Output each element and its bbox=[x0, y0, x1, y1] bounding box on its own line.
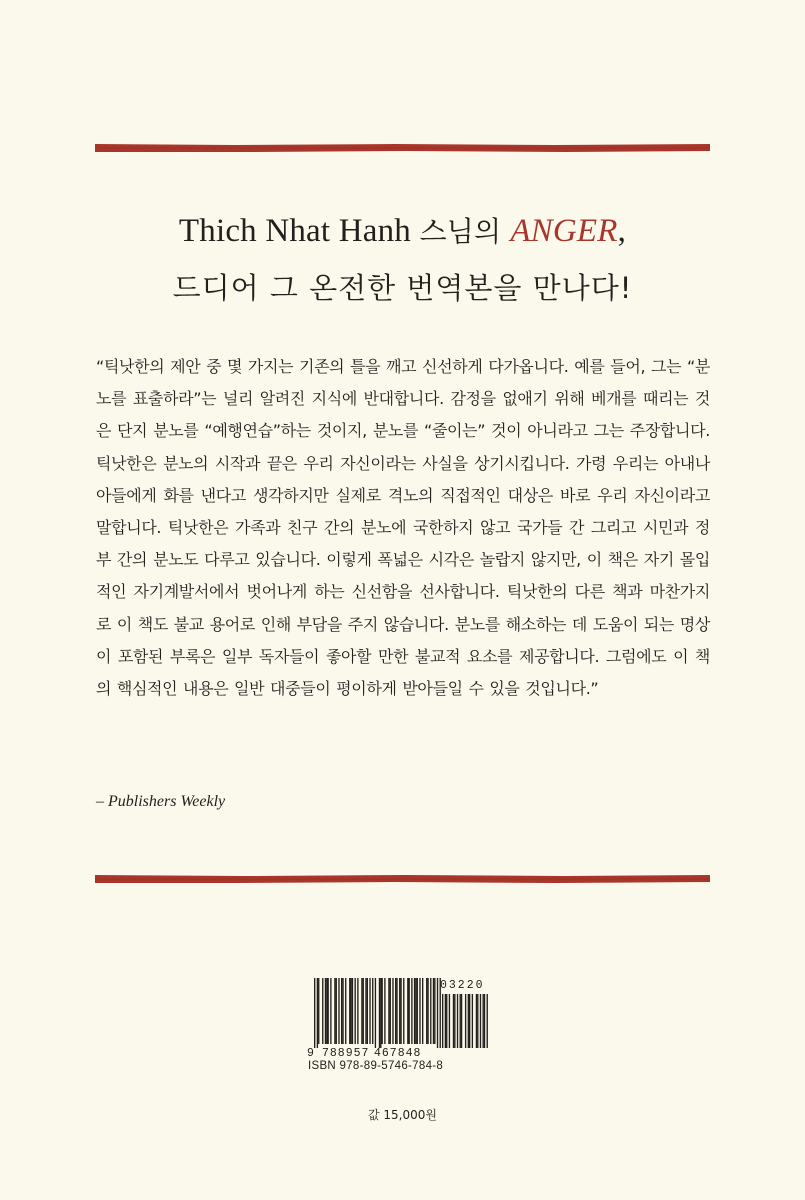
barcode-addon-bar bbox=[484, 994, 485, 1048]
barcode-bar bbox=[415, 978, 416, 1044]
barcode-bar bbox=[437, 978, 438, 1048]
barcode-bar bbox=[375, 978, 376, 1048]
barcode-bar bbox=[330, 978, 331, 1044]
barcode-bar bbox=[382, 978, 383, 1044]
headline-comma: , bbox=[617, 213, 627, 249]
barcode-bar bbox=[328, 978, 329, 1044]
barcode-bar bbox=[318, 978, 319, 1044]
barcode-bar bbox=[430, 978, 431, 1044]
barcode-bar bbox=[403, 978, 404, 1044]
barcode-bar bbox=[349, 978, 350, 1044]
headline-line-1 bbox=[0, 210, 805, 250]
barcode-bar bbox=[357, 978, 358, 1044]
headline-korean-suffix: 스님의 bbox=[419, 215, 511, 248]
barcode-bar bbox=[433, 978, 434, 1044]
bottom-decorative-rule bbox=[95, 871, 710, 887]
barcode-bar bbox=[338, 978, 339, 1044]
barcode-bar bbox=[350, 978, 351, 1044]
barcode-addon-bar bbox=[454, 994, 455, 1048]
barcode-right-digits: 467848 bbox=[374, 1047, 422, 1060]
barcode-bar bbox=[379, 978, 380, 1048]
barcode-bar bbox=[322, 978, 323, 1044]
review-attribution: – Publishers Weekly bbox=[96, 793, 226, 810]
barcode-addon-bar bbox=[465, 994, 466, 1048]
barcode-addon-bar bbox=[453, 994, 454, 1048]
barcode-bar bbox=[361, 978, 362, 1044]
barcode-bar bbox=[407, 978, 408, 1044]
barcode-bar bbox=[392, 978, 393, 1044]
barcode-addon-bar bbox=[445, 994, 446, 1048]
barcode-bar bbox=[314, 978, 315, 1048]
barcode-bar bbox=[341, 978, 342, 1044]
barcode-addon-bar bbox=[480, 994, 481, 1048]
review-quote: “틱낫한의 제안 중 몇 가지는 기존의 틀을 깨고 신선하게 다가옵니다. 예를 들어, 그는 “분노를 표출하라”는 널리 알려진 지식에 반대합니다. 감정을 없애기 위해 베개를 때리는 것은 단지 분노를 “예행연습”하는 것이지, 분노를 “줄이는” 것이 아니라고 그는 주장합니다. 틱낫한은 분노의 시작과 끝은 우리 자신이라는 사실을 상기시킵니다. 가령 우리는 아내나 아들에게 화를 낸다고 생각하지만 실제로 격노의 직접적인 대상은 바로 우리 자신이라고 말합니다. 틱낫한은 가족과 친구 간의 분노에 국한하지 않고 국가들 간 그리고 시민과 정부 간의 분노도 다루고 있습니다. 이렇게 폭넓은 시각은 놀랍지 않지만, 이 책은 자기 몰입적인 자기계발서에서 벗어나게 하는 신선함을 선사합니다. 틱낫한의 다른 책과 마찬가지로 이 책도 불교 용어로 인해 부담을 주지 않습니다. 분노를 해소하는 데 도움이 되는 명상이 포함된 부록은 일부 독자들이 좋아할 만한 불교적 요소를 제공합니다. 그럼에도 이 책의 핵심적인 내용은 일반 대중들이 평이하게 받아들일 수 있을 것입니다.” bbox=[96, 357, 710, 699]
barcode-addon-bar bbox=[457, 994, 458, 1048]
barcode-bar bbox=[384, 978, 385, 1044]
barcode-addon-bar bbox=[477, 994, 478, 1048]
barcode-bar bbox=[427, 978, 428, 1044]
barcode-bar bbox=[380, 978, 381, 1048]
headline-book-title: ANGER bbox=[510, 213, 618, 249]
barcode-bar bbox=[422, 978, 423, 1044]
barcode-bar bbox=[352, 978, 353, 1044]
barcode-bar bbox=[411, 978, 412, 1044]
barcode-leading-digit: 9 bbox=[307, 1047, 314, 1060]
barcode-bar bbox=[395, 978, 396, 1044]
barcode-addon-bar bbox=[442, 994, 443, 1048]
barcode-addon-bar bbox=[460, 994, 461, 1048]
barcode-bar bbox=[336, 978, 337, 1044]
barcode-left-digits: 788957 bbox=[322, 1047, 370, 1060]
barcode-bar bbox=[334, 978, 335, 1044]
barcode-bar bbox=[388, 978, 389, 1044]
barcode-bar bbox=[396, 978, 397, 1044]
barcode-bars-main bbox=[314, 978, 441, 1048]
isbn-text: ISBN 978-89-5746-784-8 bbox=[308, 1060, 444, 1072]
barcode-bar bbox=[369, 978, 370, 1044]
barcode-bar bbox=[372, 978, 373, 1044]
barcode-addon-bar bbox=[446, 994, 447, 1048]
top-decorative-rule bbox=[95, 140, 710, 156]
barcode-bar bbox=[434, 978, 435, 1044]
barcode-addon-bar bbox=[468, 994, 469, 1048]
barcode-bar bbox=[399, 978, 400, 1044]
barcode-bar bbox=[365, 978, 366, 1044]
barcode-addon-digits: 03220 bbox=[440, 979, 485, 992]
barcode-bar bbox=[400, 978, 401, 1044]
barcode-addon-bar bbox=[472, 994, 473, 1048]
barcode-bar bbox=[417, 978, 418, 1044]
barcode-addon-bar bbox=[483, 994, 484, 1048]
barcode-bar bbox=[317, 978, 318, 1048]
barcode-bar bbox=[326, 978, 327, 1044]
headline-line-2: 드디어 그 온전한 번역본을 만나다! bbox=[172, 271, 633, 305]
barcode-addon-bar bbox=[487, 994, 488, 1048]
barcode-bar bbox=[409, 978, 410, 1044]
isbn-barcode bbox=[308, 972, 498, 1092]
barcode-bar bbox=[367, 978, 368, 1044]
barcode-bar bbox=[355, 978, 356, 1044]
barcode-bar bbox=[345, 978, 346, 1044]
barcode-bar bbox=[426, 978, 427, 1044]
headline-author: Thich Nhat Hanh bbox=[178, 213, 420, 249]
barcode-graphic bbox=[308, 972, 498, 1060]
barcode-bar bbox=[414, 978, 415, 1044]
barcode-bar bbox=[419, 978, 420, 1044]
barcode-bar bbox=[363, 978, 364, 1044]
barcode-bars-addon bbox=[442, 994, 488, 1048]
barcode-addon-bar bbox=[449, 994, 450, 1048]
barcode-addon-bar bbox=[461, 994, 462, 1048]
barcode-addon-bar bbox=[476, 994, 477, 1048]
barcode-addon-bar bbox=[469, 994, 470, 1048]
barcode-bar bbox=[342, 978, 343, 1044]
barcode-bar bbox=[390, 978, 391, 1044]
barcode-bar bbox=[325, 978, 326, 1044]
price-label: 값 15,000원 bbox=[368, 1108, 437, 1122]
